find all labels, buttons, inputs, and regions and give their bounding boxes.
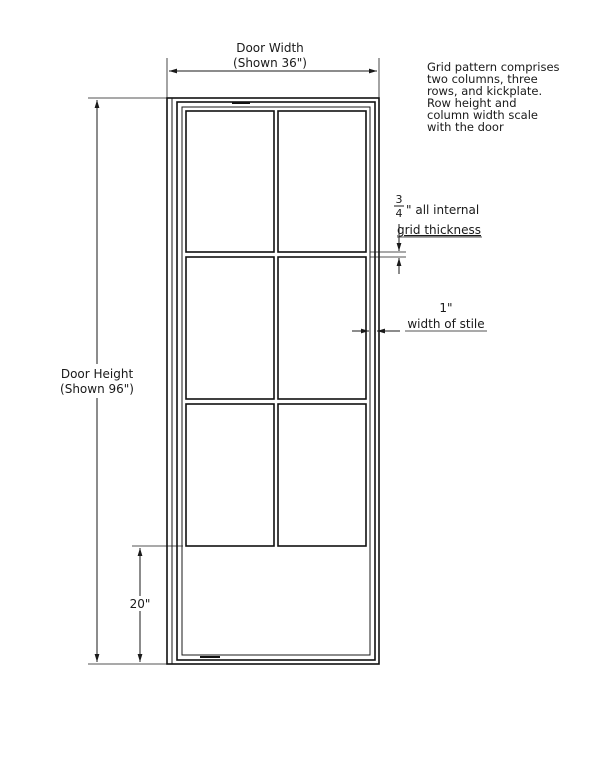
stile-width-callout [352, 301, 487, 331]
door-width-dimension [167, 41, 379, 98]
fraction-numerator: 3 [395, 193, 403, 206]
note-line-3: rows, and kickplate. [427, 84, 543, 98]
grid-thickness-label: grid thickness [397, 223, 481, 237]
kickplate-panel [186, 550, 366, 651]
note-line-6: with the door [427, 120, 504, 134]
kickplate-dimension [126, 546, 183, 662]
note-line-1: Grid pattern comprises [427, 60, 560, 74]
glass-grid [186, 111, 366, 546]
glass-pane-r2-c2 [278, 257, 366, 399]
door-outer-edge [167, 98, 379, 664]
stile-width-value: 1" [439, 301, 453, 315]
door-stile-outer [177, 102, 375, 660]
door-height-shown: (Shown 96") [60, 382, 134, 396]
door-height-label: Door Height [60, 367, 134, 381]
glass-pane-r3-c1 [186, 404, 274, 546]
fraction-denominator: 4 [395, 207, 403, 220]
glass-pane-r3-c2 [278, 404, 366, 546]
door-stile-inner [182, 107, 370, 655]
door-frame [167, 98, 379, 664]
door-width-label: Door Width [236, 41, 304, 55]
glass-pane-r2-c1 [186, 257, 274, 399]
door-height-dimension [55, 98, 172, 664]
glass-pane-r1-c1 [186, 111, 274, 252]
note-line-5: column width scale [427, 108, 538, 122]
stile-width-label: width of stile [407, 317, 485, 331]
grid-note [427, 60, 560, 134]
grid-thickness-text: " all internal [406, 203, 480, 217]
grid-thickness-callout [370, 193, 482, 274]
door-width-shown: (Shown 36") [233, 56, 307, 70]
kickplate-height-label: 20" [129, 597, 151, 611]
note-line-4: Row height and [427, 96, 517, 110]
note-line-2: two columns, three [427, 72, 538, 86]
glass-pane-r1-c2 [278, 111, 366, 252]
